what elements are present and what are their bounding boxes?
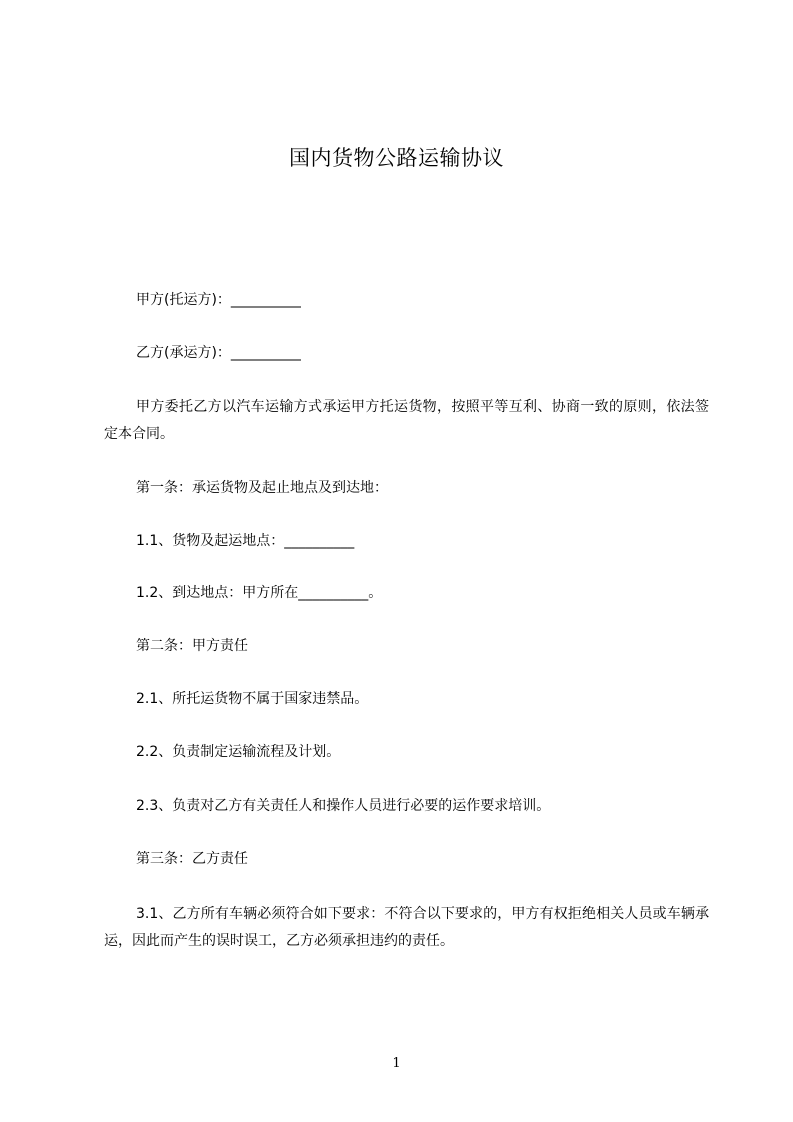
intro-paragraph: 甲方委托乙方以汽车运输方式承运甲方托运货物，按照平等互利、协商一致的原则，依法签定本合同。 bbox=[104, 399, 709, 442]
party-b-line: 乙方(承运方)：__________ bbox=[136, 345, 301, 361]
item-2-2: 2.2、负责制定运输流程及计划。 bbox=[136, 744, 341, 760]
party-a-line: 甲方(托运方)：__________ bbox=[136, 292, 301, 308]
item-3-1: 3.1、乙方所有车辆必须符合如下要求：不符合以下要求的，甲方有权拒绝相关人员或车辆承运，因此而产生的误时误工，乙方必须承担违约的责任。 bbox=[104, 906, 709, 949]
item-2-3: 2.3、负责对乙方有关责任人和操作人员进行必要的运作要求培训。 bbox=[136, 798, 551, 814]
item-2-1: 2.1、所托运货物不属于国家违禁品。 bbox=[136, 691, 369, 707]
page-number: 1 bbox=[392, 1056, 401, 1071]
item-1-2: 1.2、到达地点：甲方所在__________。 bbox=[136, 585, 383, 601]
document-title: 国内货物公路运输协议 bbox=[289, 146, 504, 170]
article-1-heading: 第一条：承运货物及起止地点及到达地： bbox=[136, 480, 388, 496]
article-3-heading: 第三条：乙方责任 bbox=[136, 851, 248, 867]
item-1-1: 1.1、货物及起运地点：__________ bbox=[136, 533, 355, 549]
article-2-heading: 第二条：甲方责任 bbox=[136, 638, 248, 654]
